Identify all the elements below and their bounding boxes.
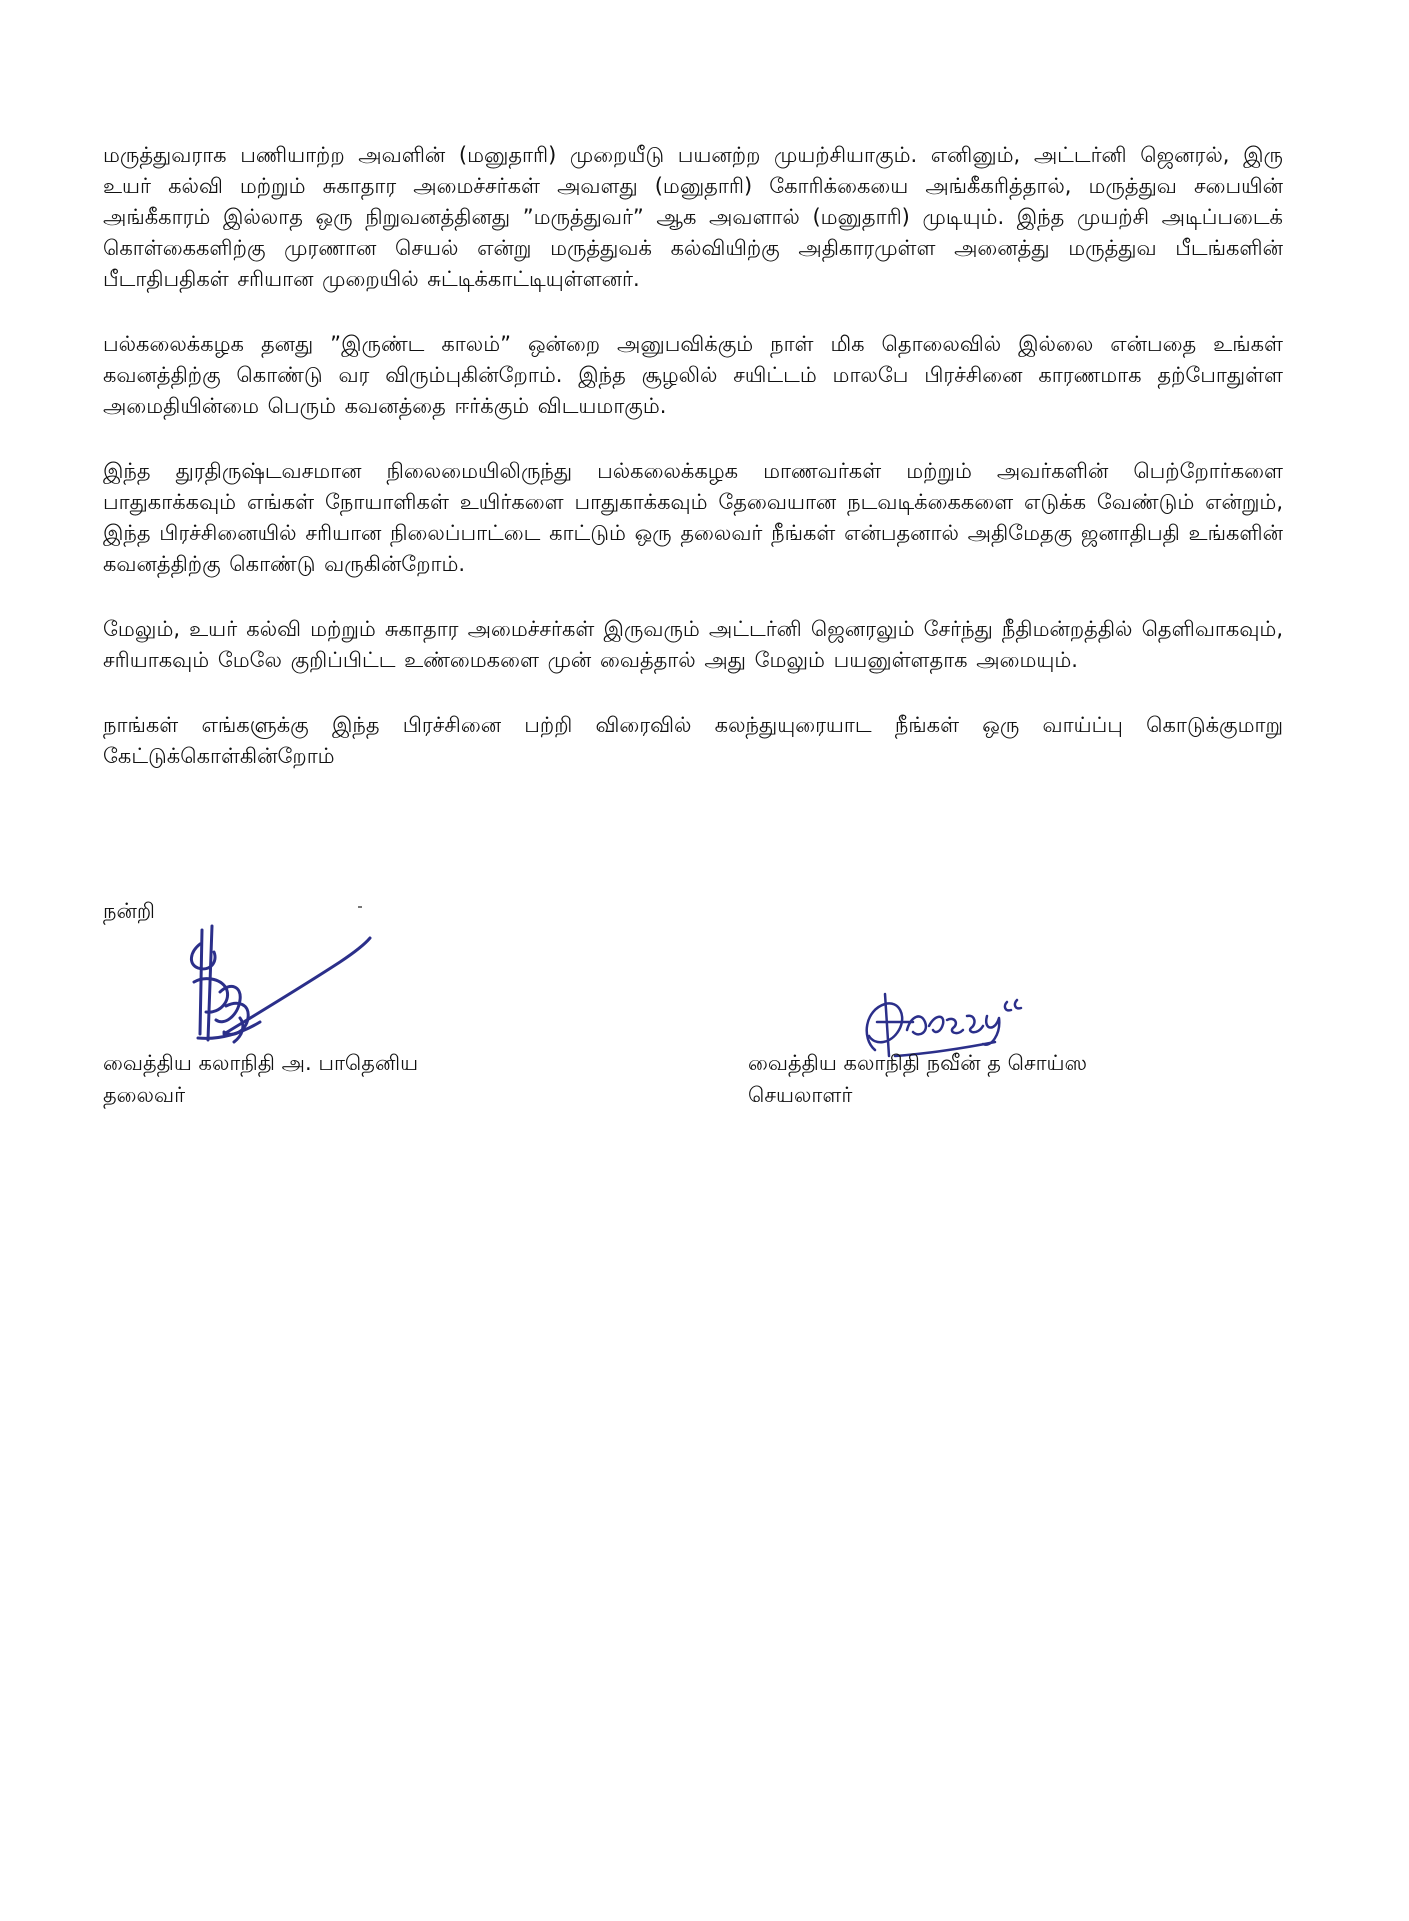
paragraph-4: மேலும், உயர் கல்வி மற்றும் சுகாதார அமைச்சர்கள் இருவரும் அட்டர்னி ஜெனரலும் சேர்ந்து நீதிமன்றத்தில் தெளிவாகவும், சரியாகவும் மேலே குறிப்பிட்ட உண்மைகளை முன் வைத்தால் அது மேலும் பயனுள்ளதாக அமையும். <box>103 617 1283 672</box>
signatory-left <box>103 1047 418 1111</box>
letter-body <box>103 140 1283 806</box>
signatory-right-name: வைத்திய கலாநிதி நவீன் த சொய்ஸ <box>748 1051 1088 1075</box>
signatory-left-name: வைத்திய கலாநிதி அ. பாதெனிய <box>103 1051 419 1075</box>
paragraph-2: பல்கலைக்கழக தனது ”இருண்ட காலம்” ஒன்றை அனுபவிக்கும் நாள் மிக தொலைவில் இல்லை என்பதை உங்கள் கவனத்திற்கு கொண்டு வர விரும்புகின்றோம். இந்த சூழலில் சயிட்டம் மாலபே பிரச்சினை காரணமாக தற்போதுள்ள அமைதியின்மை பெரும் கவனத்தை ஈர்க்கும் விடயமாகும். <box>103 332 1283 418</box>
closing-thanks: நன்றி <box>103 899 155 923</box>
paragraph-1: மருத்துவராக பணியாற்ற அவளின் (மனுதாரி) முறையீடு பயனற்ற முயற்சியாகும். எனினும், அட்டர்னி ஜெனரல், இரு உயர் கல்வி மற்றும் சுகாதார அமைச்சர்கள் அவளது (மனுதாரி) கோரிக்கையை அங்கீகரித்தால், மருத்துவ சபையின் அங்கீகாரம் இல்லாத ஒரு நிறுவனத்தினது ”மருத்துவர்” ஆக அவளால் (மனுதாரி) முடியும். இந்த முயற்சி அடிப்படைக் கொள்கைகளிற்கு முரணான செயல் என்று மருத்துவக் கல்வியிற்கு அதிகாரமுள்ள அனைத்து மருத்துவ பீடங்களின் பீடாதிபதிகள் சரியான முறையில் சுட்டிக்காட்டியுள்ளனர். <box>103 143 1283 291</box>
signatory-right-title: செயலாளர் <box>748 1083 853 1107</box>
paragraph-3: இந்த துரதிருஷ்டவசமான நிலைமையிலிருந்து பல்கலைக்கழக மாணவர்கள் மற்றும் அவர்களின் பெற்றோர்களை பாதுகாக்கவும் எங்கள் நோயாளிகள் உயிர்களை பாதுகாக்கவும் தேவையான நடவடிக்கைகளை எடுக்க வேண்டும் என்றும், இந்த பிரச்சினையில் சரியான நிலைப்பாட்டை காட்டும் ஒரு தலைவர் நீங்கள் என்பதனால் அதிமேதகு ஜனாதிபதி உங்களின் கவனத்திற்கு கொண்டு வருகின்றோம். <box>103 459 1283 576</box>
president-signature <box>180 922 380 1062</box>
signatory-right <box>748 1047 1087 1111</box>
paragraph-5: நாங்கள் எங்களுக்கு இந்த பிரச்சினை பற்றி விரைவில் கலந்துயுரையாட நீங்கள் ஒரு வாய்ப்பு கொடுக்குமாறு கேட்டுக்கொள்கின்றோம் <box>103 713 1283 768</box>
scan-speck <box>358 906 362 908</box>
signatory-left-title: தலைவர் <box>103 1083 186 1107</box>
